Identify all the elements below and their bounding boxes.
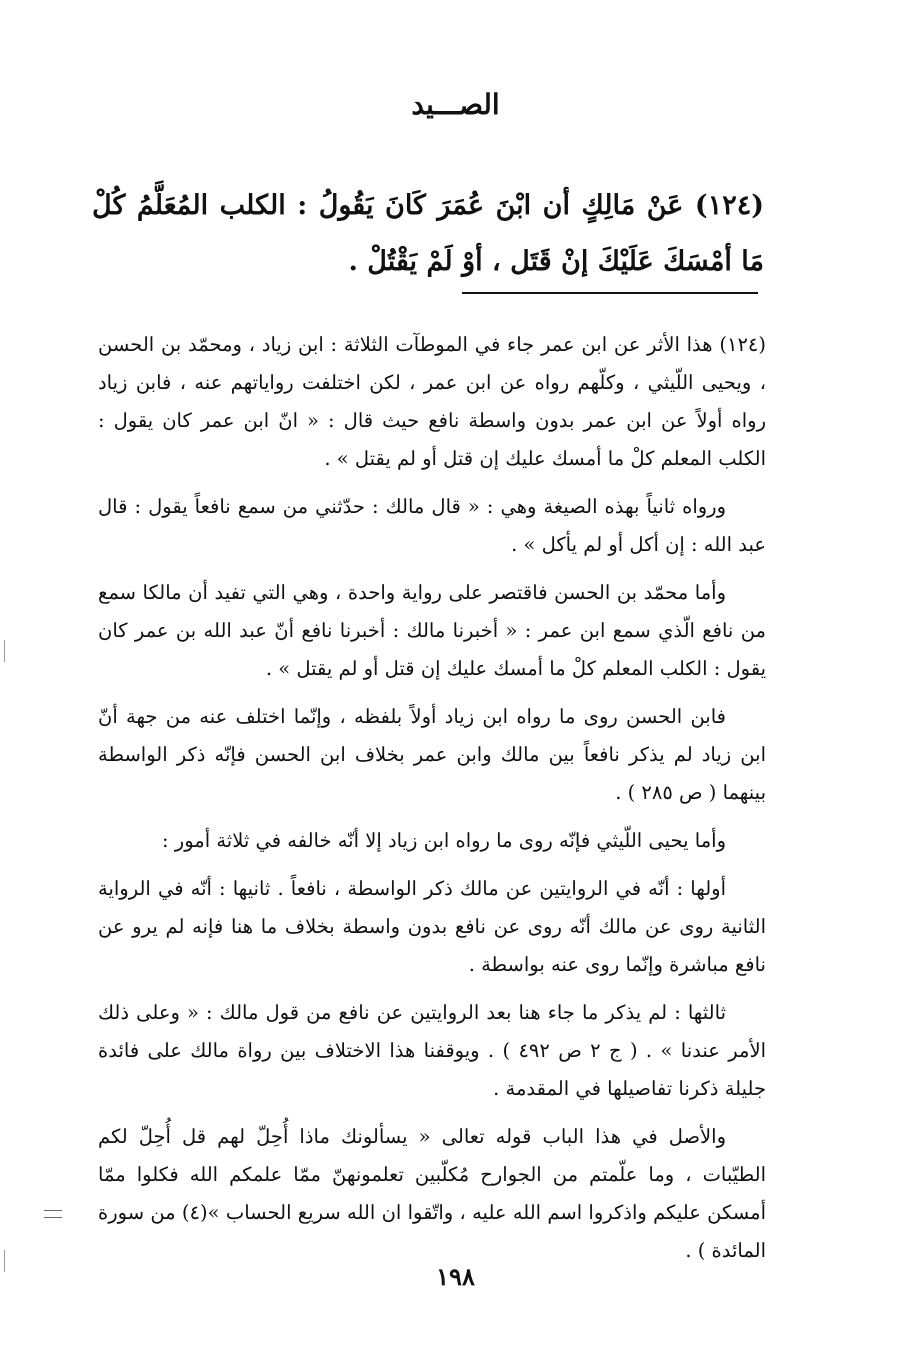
chapter-title: الصـــيد — [411, 88, 500, 121]
note-paragraph-8: والأصل في هذا الباب قوله تعالى « يسألونك ماذا أُحِلّ لهم قل أُحِلّ لكم الطيّبات ، وما علّمتم من الجوارح مُكلّبين تعلمونهنّ ممّا علمكم الله فكلوا ممّا أمسكن عليكم واذكروا اسم الله عليه ، واتّقوا ان الله سريع الحساب »(٤) من سورة المائدة ) . — [98, 1125, 767, 1262]
footnotes — [98, 326, 766, 1280]
note-paragraph-1: (١٢٤) هذا الأثر عن ابن عمر جاء في الموطآت الثلاثة : ابن زياد ، ومحمّد بن الحسن ، ويحيى اللّيثي ، وكلّهم رواه عن ابن عمر ، لكن اختلفت رواياتهم عنه ، فابن زياد رواه أولاً عن ابن عمر بدون واسطة نافع حيث قال : « انّ ابن عمر كان يقول : الكلب المعلم كلْ ما أمسك عليك إن قتل أو لم يقتل » . — [98, 333, 766, 470]
separator-rule — [462, 292, 758, 294]
note-paragraph-5: وأما يحيى اللّيثي فإنّه روى ما رواه ابن زياد إلا أنّه خالفه في ثلاثة أمور : — [162, 829, 726, 852]
margin-mark — [44, 1210, 62, 1218]
note-paragraph-3: وأما محمّد بن الحسن فاقتصر على رواية واحدة ، وهي التي تفيد أن مالكا سمع من نافع الّذي سمع ابن عمر : « أخبرنا مالك : أخبرنا نافع أنّ عبد الله بن عمر كان يقول : الكلب المعلم كلْ ما أمسك عليك إن قتل أو لم يقتل » . — [98, 581, 766, 680]
page-number: ١٩٨ — [436, 1262, 475, 1291]
note-paragraph-6: أولها : أنّه في الروايتين عن مالك ذكر الواسطة ، نافعاً . ثانيها : أنّه في الرواية الثانية روى عن مالك أنّه روى عن نافع بدون واسطة بخلاف ما هنا فإنه لم يرو عن نافع مباشرة وإنّما روى عنه بواسطة . — [98, 877, 766, 976]
note-paragraph-2: ورواه ثانياً بهذه الصيغة وهي : « قال مالك : حدّثني من سمع نافعاً يقول : قال عبد الله : إن أكل أو لم يأكل » . — [98, 495, 766, 556]
note-paragraph-4: فابن الحسن روى ما رواه ابن زياد أولاً بلفظه ، وإنّما اختلف عنه من جهة أنّ ابن زياد لم يذكر نافعاً بين مالك وابن عمر بخلاف ابن الحسن فإنّه ذكر الواسطة بينهما ( ص ٢٨٥ ) . — [98, 705, 766, 804]
edge-tick — [4, 640, 5, 662]
hadith-text: (١٢٤) عَنْ مَالِكٍ أن ابْنَ عُمَرَ كَانَ يَقُولُ : الكلب المُعَلَّمُ كُلْ مَا أمْسَكَ عَلَيْكَ إنْ قَتَل ، أوْ لَمْ يَقْتُلْ . — [92, 190, 764, 277]
note-paragraph-7: ثالثها : لم يذكر ما جاء هنا بعد الروايتين عن نافع من قول مالك : « وعلى ذلك الأمر عندنا » . ( ج ٢ ص ٤٩٢ ) . ويوقفنا هذا الاختلاف بين رواة مالك على فائدة جليلة ذكرنا تفاصيلها في المقدمة . — [98, 1001, 766, 1100]
edge-tick — [4, 1250, 5, 1272]
